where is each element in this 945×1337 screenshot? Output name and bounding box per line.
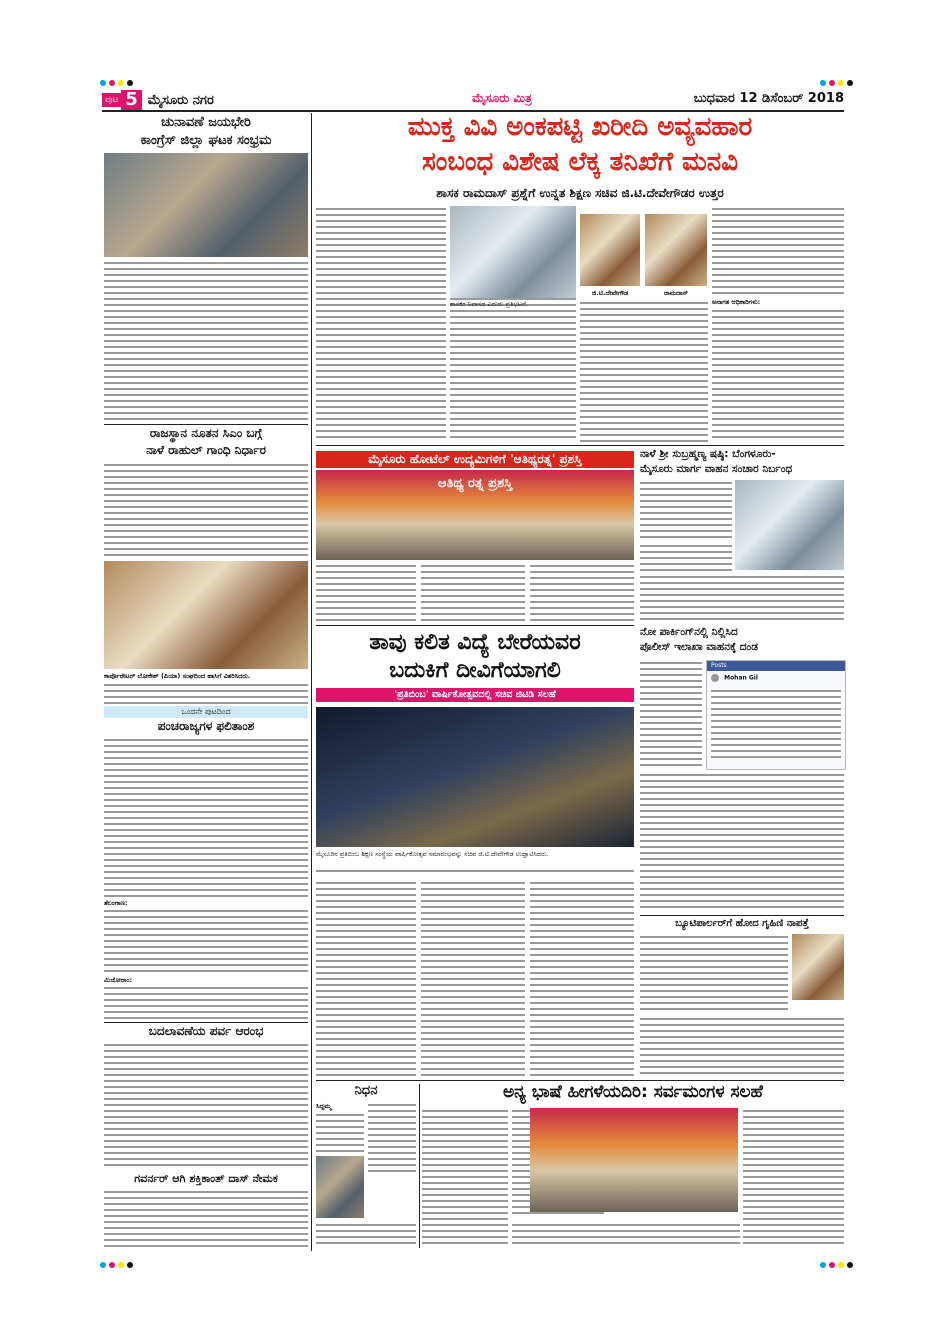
hotel-body-col1 — [316, 563, 416, 621]
missing-body-a — [640, 934, 788, 1014]
registration-marks-bottom — [100, 1253, 136, 1272]
lead-side-label: ಅನಾಗತ ಆಧಿಕಾರಿಗಳು: — [712, 298, 761, 306]
traffic-body-c — [640, 574, 844, 620]
story4-heading: ಬದಲಾವಣೆಯ ಪರ್ವ ಆರಂಭ — [148, 1024, 264, 1038]
traffic-heading-line2: ಮೈಸೂರು ಮಾರ್ಗ ವಾಹನ ಸಂಚಾರ ನಿರ್ಬಂಧ — [640, 463, 793, 475]
divider — [104, 1022, 308, 1023]
story1-subheading: ಕಾಂಗ್ರೆಸ್ ಜಿಲ್ಲಾ ಘಟಕ ಸಂಭ್ರಮ — [140, 133, 272, 148]
portrait-gt-devegowda — [580, 214, 640, 286]
section-name: ಮೈಸೂರು ನಗರ — [147, 92, 214, 108]
traffic-body-a — [640, 480, 732, 540]
story3-body-b — [104, 908, 308, 974]
post-user — [707, 671, 845, 686]
obituary-portrait — [316, 1156, 364, 1218]
missing-body-b — [640, 1016, 844, 1076]
obituary-name: ಸಿದ್ದಮ್ಮ — [316, 1102, 332, 1110]
photo2-caption-lines — [104, 682, 308, 704]
masthead: ಮೈಸೂರು ಮಿತ್ರ — [472, 91, 532, 105]
award-banner-text: ಆತಿಥ್ಯ ರತ್ನ ಪ್ರಶಸ್ತಿ — [437, 476, 513, 491]
language-body-col1 — [422, 1108, 508, 1248]
award-banner — [316, 476, 634, 491]
lamp-lighting-photo — [316, 707, 634, 847]
lead-headline-line1: ಮುಕ್ತ ವಿವಿ ಅಂಕಪಟ್ಟಿ ಖರೀದಿ ಅವ್ಯವಹಾರ — [407, 112, 753, 142]
missing-heading: ಬ್ಯೂಟಿಪಾರ್ಲರ್‌ಗೆ ಹೋದ ಗೃಹಿಣಿ ನಾಪತ್ತೆ — [675, 918, 809, 929]
education-body-col1 — [316, 880, 416, 1076]
language-headline: ಅನ್ಯ ಭಾಷೆ ಹೀಗಳೆಯದಿರಿ: ಸರ್ವಮಂಗಳ ಸಲಹೆ — [502, 1082, 763, 1102]
story5-heading: ಗವರ್ನರ್ ಆಗಿ ಶಕ್ತಿಕಾಂತ್ ದಾಸ್ ನೇಮಕ — [134, 1172, 278, 1185]
obituary-body-c — [316, 1222, 416, 1246]
divider — [316, 445, 844, 446]
post-app-bar — [707, 661, 845, 671]
page-number-box — [102, 90, 214, 110]
story2-subheading: ನಾಳೆ ರಾಹುಲ್ ಗಾಂಧಿ ನಿರ್ಧಾರ — [146, 443, 266, 457]
divider — [316, 625, 634, 626]
lead-subhead: ಶಾಸಕ ರಾಮದಾಸ್ ಪ್ರಶ್ನೆಗೆ ಉನ್ನತ ಶಿಕ್ಷಣ ಸಚಿವ ಜಿ.ಟಿ.ದೇವೇಗೌಡರ ಉತ್ತರ — [436, 186, 724, 200]
divider — [640, 915, 844, 916]
story1-heading: ಚುನಾವಣೆ ಜಯಭೇರಿ — [161, 115, 251, 130]
post-user-name: Mohan Gil — [724, 674, 758, 682]
story2-body — [104, 462, 308, 558]
education-headline-line1: ತಾವು ಕಲಿತ ವಿದ್ಯೆ ಬೇರೆಯವರ — [369, 630, 581, 655]
page-number: 5 — [121, 90, 142, 110]
award-ceremony-photo — [316, 470, 634, 560]
continued-label: ಒಂದನೇ ಪುಟದಿಂದ — [181, 707, 231, 716]
lead-body-col1 — [316, 206, 446, 442]
traffic-heading-line1: ನಾಳೆ ಶ್ರೀ ಸುಬ್ರಹ್ಮಣ್ಯ ಷಷ್ಠಿ: ಬೆಂಗಳೂರು- — [640, 448, 776, 460]
social-media-post — [706, 660, 846, 770]
page-header — [102, 88, 844, 112]
story3-heading: ಪಂಚರಾಜ್ಯಗಳ ಫಲಿತಾಂಶ — [157, 719, 255, 733]
language-body-col4 — [743, 1108, 844, 1248]
post-body — [711, 688, 841, 758]
story3-body-c — [104, 985, 308, 1019]
education-caption-lines — [316, 868, 634, 876]
story1-body — [104, 260, 308, 422]
continued-banner — [104, 706, 308, 718]
story3-body-a — [104, 737, 308, 897]
column-divider — [419, 1084, 420, 1248]
story4-body — [104, 1042, 308, 1170]
parking-heading-line1: ನೋ ಪಾರ್ಕಿಂಗ್‌ನಲ್ಲಿ ನಿಲ್ಲಿಸಿದ — [640, 626, 738, 638]
education-body-col2 — [421, 880, 525, 1076]
building-photo-caption: ಶಾಸಕರ ನಿವಾಸದ ಎದುರು ಪ್ರತಿಭಟನೆ. — [450, 300, 529, 308]
blanket-distribution-photo — [104, 561, 308, 669]
story3-kicker2: ಮಿಜೋರಾಂ: — [104, 976, 133, 984]
registration-marks-bottom-right — [820, 1253, 856, 1272]
divider — [316, 1080, 844, 1081]
hotel-body-col2 — [421, 563, 525, 621]
obituary-heading: ನಿಧನ — [354, 1083, 378, 1098]
lead-headline-line2: ಸಂಬಂಧ ವಿಶೇಷ ಲೆಕ್ಕ ತನಿಖೆಗೆ ಮನವಿ — [422, 147, 738, 177]
portrait2-caption: ರಾಮದಾಸ್ — [664, 289, 688, 297]
post-app-label: Posts — [711, 662, 727, 669]
education-photo-caption: ಮೈಸೂರಿನ ಪ್ರತಿಬಿಂಬ ಶಿಕ್ಷಣ ಸಂಸ್ಥೆಯ ವಾರ್ಷಿಕೋತ್ಸವ ಸಮಾರಂಭವನ್ನು ಸಚಿವ ಜಿ.ಟಿ.ದೇವೇಗೌಡ ಉದ್ಘಾಟಿಸಿದರು. — [316, 850, 549, 858]
parking-heading-line2: ಪೊಲೀಸ್ ಇಲಾಖಾ ವಾಹನಕ್ಕೆ ದಂಡ — [640, 641, 758, 653]
story2-heading: ರಾಜಸ್ಥಾನ ನೂತನ ಸಿಎಂ ಬಗ್ಗೆ — [149, 426, 263, 440]
photo2-caption: ಕಾರ್ಪೊರೇಟರ್ ಲೋಕೇಶ್ (ಪಿಯಾ) ಸಂಘದಿಂದ ಹಾಸಿಗೆ ವಿತರಿಸಿದರು. — [104, 672, 251, 680]
story3-kicker: ತೆಲಂಗಾಣ: — [104, 899, 128, 907]
portrait1-caption: ಜಿ.ಟಿ.ದೇವೇಗೌಡ — [591, 289, 629, 297]
obituary-body-a — [316, 1112, 364, 1152]
rally-photo — [104, 153, 308, 257]
language-event-photo — [530, 1108, 738, 1212]
language-body-bottom — [512, 1222, 740, 1248]
obituary-body-b — [368, 1102, 416, 1172]
portrait-ramdas — [645, 214, 707, 286]
lead-body-col3 — [580, 300, 708, 442]
missing-woman-photo — [792, 934, 844, 1000]
divider — [104, 424, 308, 425]
education-body-col3 — [530, 880, 634, 1076]
story5-body — [104, 1189, 308, 1247]
lead-body-col4b — [712, 308, 844, 442]
issue-date: ಬುಧವಾರ 12 ಡಿಸೆಂಬರ್ 2018 — [693, 91, 844, 106]
parking-body-a — [640, 660, 702, 770]
column-divider — [311, 113, 312, 1251]
page-label: ಪುಟ — [102, 93, 121, 107]
education-subhead: 'ಪ್ರತಿಬಿಂಬ' ವಾರ್ಷಿಕೋತ್ಸವದಲ್ಲಿ ಸಚಿವ ಜಿಟಿಡಿ ಸಲಹೆ — [316, 688, 634, 702]
avatar — [711, 674, 719, 682]
university-building-photo — [450, 206, 576, 298]
traffic-body-b — [640, 543, 732, 573]
hotel-award-heading: ಮೈಸೂರು ಹೋಟೆಲ್ ಉದ್ಯಮಿಗಳಿಗೆ 'ಆತಿಥ್ಯರತ್ನ' ಪ್ರಶಸ್ತಿ — [316, 451, 634, 468]
lead-body-col4 — [712, 206, 844, 296]
hotel-body-col3 — [530, 563, 634, 621]
parking-body-b — [640, 772, 844, 912]
education-headline-line2: ಬದುಕಿಗೆ ದೀವಿಗೆಯಾಗಲಿ — [389, 658, 561, 683]
festival-crowd-photo — [735, 480, 844, 570]
